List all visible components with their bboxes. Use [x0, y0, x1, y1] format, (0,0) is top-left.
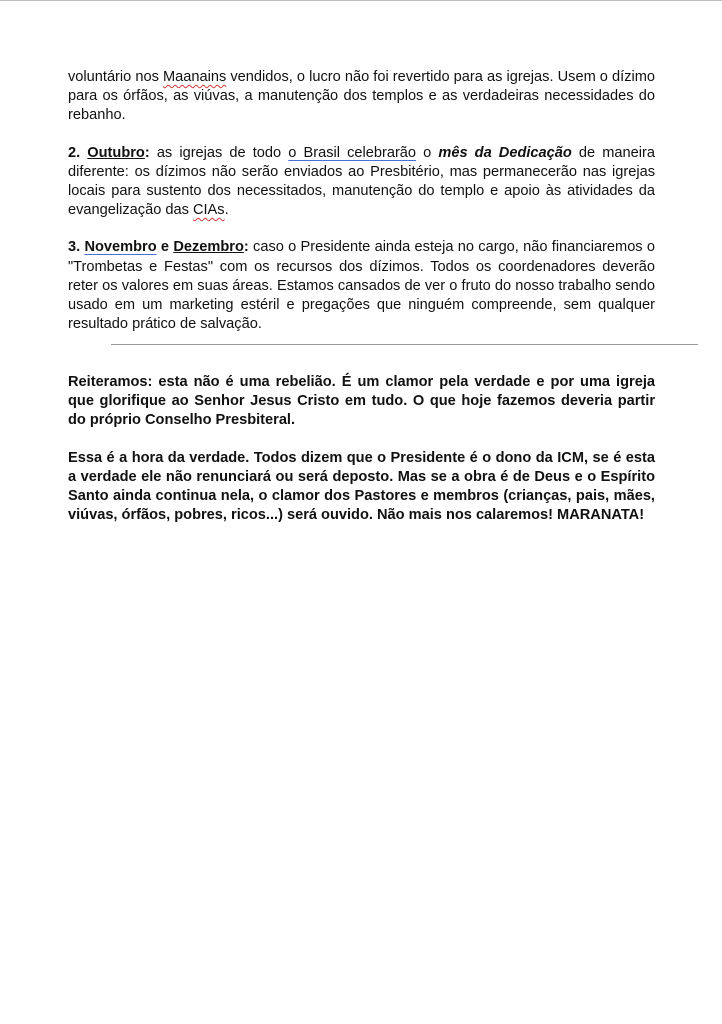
emphasis-dedication-month: mês da Dedicação [438, 144, 572, 161]
text-run: de maneira diferente: os dízimos não serão enviados ao Presbitério, mas permanecerão nas igrejas locais para sustento dos necessitados, manutenção do templo e apoio às atividades da evangelização das [68, 144, 655, 219]
misspelled-word[interactable]: Maanains [163, 69, 227, 85]
month-label-december: Dezembro [173, 239, 244, 256]
misspelled-word[interactable]: CIAs [192, 202, 225, 219]
month-label-october: Outubro [87, 144, 145, 161]
paragraph-november-december [68, 238, 655, 334]
paragraph-reiteration: Reiteramos: esta não é uma rebelião. É um clamor pela verdade e por uma igreja que glorifique ao Senhor Jesus Cristo em tudo. O que hoje fazemos deveria partir do próprio Conselho Presbiteral. [68, 374, 655, 429]
paragraph-tithe-usage [68, 68, 655, 126]
conjunction: e [156, 239, 174, 256]
text-run: . [224, 202, 229, 219]
item-number: 3. [68, 239, 85, 256]
text-run: as igrejas de todo [149, 144, 289, 161]
paragraph-hour-of-truth: Essa é a hora da verdade. Todos dizem que o Presidente é o dono da ICM, se é esta a verdade ele não renunciará ou será deposto. Mas se a obra é de Deus e o Espírito Santo ainda continua nela, o clamor dos Pastores e membros (crianças, pais, mães, viúvas, órfãos, pobres, ricos...) será ouvido. Não mais nos calaremos! MARANATA! [68, 449, 655, 524]
item-number: 2. [68, 144, 88, 161]
colon: : [144, 144, 150, 161]
text-run: caso o Presidente ainda esteja no cargo, não financiaremos o "Trombetas e Festas" com os recursos dos dízimos. Todos os coordenadores deverão reter os valores em suas áreas. Estamos cansados de ver o fruto do nosso trabalho sendo usado em um marketing estéril e pregações que ninguém compreende, sem qualquer resultado prático de salvação. [68, 239, 656, 333]
paragraph-october [68, 144, 655, 221]
text-run: o [416, 144, 439, 161]
horizontal-divider [111, 344, 698, 345]
text-run: vendidos, o lucro não foi revertido para as igrejas. Usem o dízimo para os órfãos, as viúvas, a manutenção dos templos e as verdadeiras necessidades do rebanho. [68, 69, 656, 124]
text-run: voluntário nos [68, 69, 163, 85]
month-label-november[interactable]: Novembro [84, 239, 157, 256]
colon: : [243, 239, 249, 256]
document-page-body [68, 62, 655, 334]
grammar-flagged-phrase[interactable]: o Brasil celebrarão [288, 144, 417, 161]
page-top-edge [0, 0, 722, 1]
closing-statements [68, 373, 655, 525]
